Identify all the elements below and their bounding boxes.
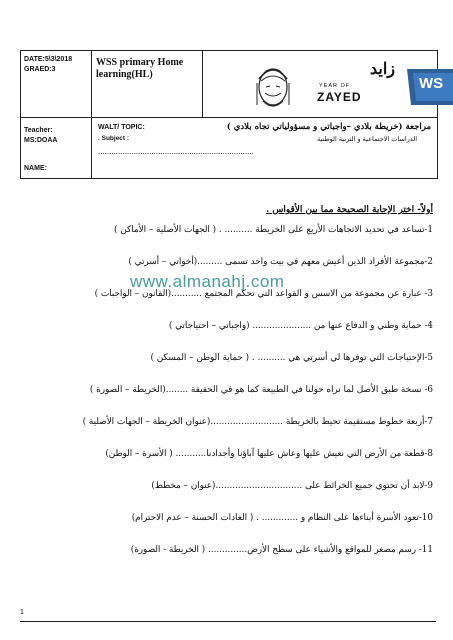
header-row-top: [21, 51, 444, 118]
question-10: 10-تعود الأسرة أبناءها على النظام و ............. . ( العادات الحسنة – عدم الاحترام): [131, 513, 433, 523]
section-title: أولاً- اختر الإجابة الصحيحة مما بين الأقواس .: [266, 205, 433, 215]
date-label: DATE:5\3\2018: [24, 56, 73, 63]
title-cell: [92, 51, 203, 117]
question-6: 6- نسخة طبق الأصل لما نراه حولنا في الطبيعة كما هو في الحقيقة ........(الخريطة – الصورة ): [89, 385, 433, 395]
wss-logo-text: WS: [419, 75, 444, 92]
question-11: 11- رسم مصغر للمواقع والأشياء على سطح الأرض.............. ( الخريطة - الصورة): [130, 545, 433, 555]
question-1: 1-تساعد في تحديد الاتجاهات الأربع على الخريطة .......... . ( الجهات الأصلية – الأماكن ): [114, 225, 433, 235]
header-table: [20, 50, 444, 179]
walt-topic-label: WALT/ TOPIC:: [98, 124, 145, 131]
teacher-label: Teacher:: [24, 127, 53, 134]
wss-school-logo: [403, 61, 453, 109]
subject-arabic: الدراسات الاجتماعية و التربية الوطنية: [317, 135, 417, 143]
teacher-cell: [21, 118, 92, 178]
footer-divider: [20, 621, 436, 622]
subject-label: . Subject :: [98, 135, 130, 142]
watermark-url: www.almanahj.com: [130, 272, 285, 291]
title-line-2: learning(HL): [96, 69, 153, 80]
zayed-english-text: ZAYED: [317, 90, 362, 104]
page-number: 1: [20, 609, 24, 616]
question-2: 2-مجموعة الأفراد الذين أعيش معهم في بيت واحد تسمى .........(أخواتي – أسرتي ): [128, 257, 433, 267]
header-row-bottom: [21, 118, 437, 178]
logos-cell: [203, 51, 444, 117]
question-4: 4- حماية وطني و الدفاع عنها من ..................... (واجباتي – احتياجاتي ): [168, 321, 433, 331]
title-line-1: WSS primary Home: [96, 57, 184, 68]
question-7: 7-أربعة خطوط مستقيمة تحيط بالخريطة ..........................(عنوان الخريطة – الجهات الأصلية ): [82, 417, 433, 427]
topic-cell: [92, 118, 437, 178]
zayed-year-of-text: YEAR OF: [319, 83, 351, 89]
question-8: 8-قطعة من الأرض التي نعيش عليها وعاش عليها آباؤنا وأجدادنا........... ( الأسرة – الوطن): [105, 449, 433, 459]
student-name-label: NAME:: [24, 165, 47, 172]
sheikh-zayed-portrait-logo: [251, 57, 295, 111]
date-grade-cell: [21, 51, 92, 117]
question-9: 9-لابد أن تحتوي جميع الخرائط على ...............................(عنوان – مخطط): [151, 481, 433, 491]
grade-label: GRAED:3: [24, 66, 56, 73]
name-dotted-line: ......................................................................: [98, 148, 254, 156]
question-3: 3- عبارة عن مجموعة من الاسس و القواعد التي تحكم المجتمع ...........(القانون – الواجبات ): [94, 289, 433, 299]
year-of-zayed-logo: [299, 59, 399, 111]
teacher-name: MS:DOAA: [24, 137, 58, 144]
question-5: 5-الإحتياجات التي توفرها لي أسرتي هي .......... . ( حماية الوطن – المسكن ): [150, 353, 433, 363]
zayed-arabic-text: زايد: [369, 59, 395, 78]
topic-arabic: مراجعة (خريطة بلادي –واجباتي و مسؤولياتي تجاه بلادي ): [226, 122, 431, 132]
